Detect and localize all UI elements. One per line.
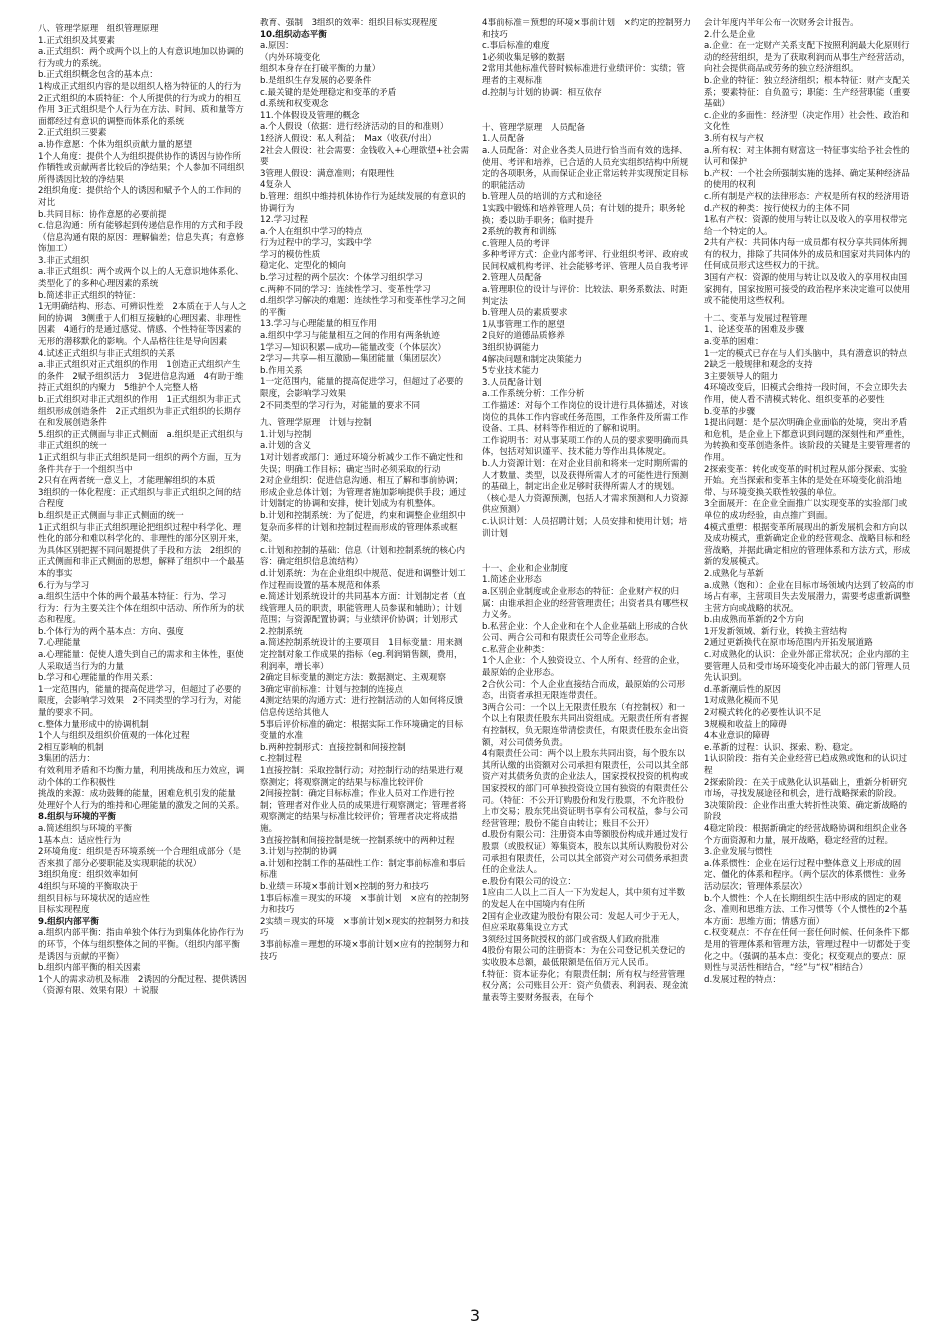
text-line: b.简述非正式组织的特征： [38, 290, 141, 301]
text-line: a.变革的困难： [704, 337, 764, 348]
text-line: 2学习—共享—相互激励—集团能量（集团层次） [260, 354, 446, 365]
text-line: 十、管理学原理 人员配备 [482, 122, 586, 133]
text-line: 1正式组织与非正式组织理论把组织过程中科学化、理性化的部分和难以科学化的、非理性的部分区别开来，为具体区别把握不同问题提供了手段和方法 2组织的正式侧面和非正式侧面的思想，解释了组织中一个最基本的事实 [38, 522, 245, 579]
text-line: a.简述组织与环境的平衡 [38, 823, 132, 834]
text-line: a.非正式组织：两个或两个以上的人无意识地体系化、类型化了的多种心理因素的系统 [38, 267, 244, 290]
text-line: 处理好个人行为的维持和心理能量的激发之间的关系。 [38, 800, 245, 811]
text-line: a.非正式组织对正式组织的作用 1创造正式组织产生的条件 2赋予组织活力 3促进信息沟通 4有助于维持正式组织的内聚力 5维护个人完整人格 [38, 360, 244, 394]
text-line: 3主要领导人的阻力 [704, 371, 779, 382]
text-line: b.正式组织对非正式组织的作用 1正式组织为非正式组织形成创造条件 2正式组织为非正式组织的长期存在和发展创造条件 [38, 395, 242, 429]
text-line: b.组织是正式侧面与非正式侧面的统一 [38, 510, 184, 521]
text-line: 1.人员配备 [482, 134, 525, 145]
text-line: 1无明确结构、形态、可辨识性差 2本质在于人与人之间的协调 3侧重于人们相互接触的心理因素、非理性因素 4通行的是通过感觉、情感、个性特征等因素的无形的潜移默化的影响。个人品格往往是导向因素 [38, 302, 247, 348]
text-line: 2国有企业改建为股份有限公司：发起人可少于无人，但应采取募集设立方式 [482, 911, 686, 934]
text-line: 6.行为与学习 [38, 580, 90, 591]
text-line: a.简述控制系统设计的主要项目 1目标变量：用来测定控制对象工作成果的指标（eg.利润销售额，费用，利润率，增长率） [260, 638, 463, 672]
text-line: 1一定范围内，能量的提高促进学习，但超过了必要的限度，会影响学习效果 [260, 377, 464, 399]
text-line: 9.组织内部平衡 [38, 916, 99, 927]
text-line: b.计划和控制系统：为了促进，约束和调整企业组织中复杂而多样的计划和控制过程而形成的管理体系或框架。 [260, 510, 466, 545]
text-line: a.个人假设（依据：进行经济活动的目的和准则） [260, 122, 449, 133]
text-line: c.整体力量形成中的协调机制 [38, 719, 149, 730]
text-line: a.体系惯性：企业在运行过程中整体意义上形成的固定、僵化的体系和程序。（两个层次的体系惯性：业务活动层次；管理体系层次） [704, 858, 906, 892]
text-line: 2缺乏一般规律和观念的支持 [704, 360, 813, 371]
text-line: b.管理人员的素质要求 [482, 308, 568, 319]
text-column-3 [482, 18, 692, 1298]
text-line: 1对成熟化模而不见 [704, 696, 779, 707]
text-line: 4.试述正式组织与非正式组织的关系 [38, 348, 176, 359]
text-line: 1必须收集足够的数据 [482, 52, 565, 63]
text-line: b.个体行为的两个基本点：方向、强度 [38, 626, 184, 637]
text-line: a.计划的含义 [260, 441, 311, 452]
text-line: 3两合公司：一个以上无限责任股东（有控制权）和一个以上有限责任股东共同出资组成。无限责任所有者握有控制权，负无限连带清偿责任，有限责任股东金出资额，对公司债务负责。 [482, 702, 689, 748]
text-line: b.是组织生存发展的必要条件 [260, 75, 372, 86]
text-line: 八、管理学原理 组织管理原理 [38, 24, 159, 34]
text-line: d.革新潮后性的原因 [704, 684, 781, 695]
text-line: d.计划系统：为在企业组织中规范、促进和调整计划工作过程而设置的基本规范和体系 [260, 568, 466, 591]
text-line: 1私有产权：资源的使用与转让以及收入的享用权带完给一个特定的人。 [704, 215, 908, 237]
text-line: c.私营企业种类： [482, 644, 550, 655]
text-line: c.权变观点：不存在任何一套任何时候、任何条件下都是用的管理体系和管理方法，管理过程中一切都处于变化之中。（强调的基本点：变化；权变观点的要点：原则性与灵活性相结合，“经”与“权”相结合） [704, 928, 911, 974]
text-line: 12.学习过程 [260, 215, 309, 226]
text-line: 1.计划与控制 [260, 429, 312, 440]
text-line: 8.组织与环境的平衡 [38, 812, 116, 823]
text-line: 学习的模仿性质 [260, 249, 321, 260]
text-line: e.简述计划系统设计的共同基本方面：计划制定者（直线管理人员的职责，职能管理人员参谋和辅助）；计划范围；与资源配置协调；与业绩评价协调；计划形式 [260, 592, 466, 626]
text-line: 2.控制系统 [260, 626, 303, 637]
text-line: 2.管理人员配备 [482, 273, 542, 284]
text-line: 2系统的教育和训练 [482, 227, 557, 238]
text-line: 1个人企业：个人独资设立、个人所有、经营的企业，最原始的企业形态。 [482, 656, 686, 679]
text-line: b.管理：组织中维持机体协作行为延续发展的有意识的协调行为 [260, 191, 466, 214]
text-line: 2实绩＝现实的环境 ×事前计划×现实的控制努力和技巧 [260, 916, 469, 939]
text-line: 2共有产权：共同体内每一成员都有权分享共同体所拥有的权力，排除了共同体外的成员和国家对共同体内的任何成员形式这些权力的干扰。 [704, 238, 911, 272]
text-line: 4本业意识的障碍 [704, 731, 770, 742]
text-line: d.股份有限公司：注册资本由等额股份构成并通过发行股票（或股权证）筹集资本，股东以其所认购股份对公司承担有限责任，公司以其全部资产对公司债务承担责任的企业法人。 [482, 830, 689, 876]
text-line: 2常用其他标准代替时候标准进行业绩评价：实绩；管理者的主观标准 [482, 64, 686, 86]
text-line: c.认识计划：人员招聘计划；人员安排和使用计划；培训计划 [482, 516, 688, 539]
text-line: 3集团的活力： [38, 754, 96, 765]
text-line: 2探索阶段：在关于成熟化认识基础上，重新分析研究市场，寻找发展途径和机会，进行战略探索的阶段。 [704, 777, 908, 800]
text-line: 1、论述变革的困难及步骤 [704, 325, 804, 336]
text-line: a.组织中学习与能量相互之间的作用有两条轨迹 [260, 331, 440, 342]
text-line: b.业绩＝环境×事前计划×控制的努力和技巧 [260, 881, 429, 892]
text-line: 2环境角度：组织是否环境系统一个合理组成部分（是否來损了部分必要职能及实现职能的状况） [38, 847, 242, 869]
text-line: a.所有权：对主体拥有财富这一特征事实给予社会性的认可和保护 [704, 145, 910, 168]
text-line: b.学习过程的两个层次：个体学习组织学习 [260, 273, 423, 284]
text-line: 3.计划与控制的协调 [260, 847, 337, 858]
text-line: 2对企业组织：促进信息沟通、相互了解和事前协调；形成企业总体计划；为管理者施加影响提供手段；通过计划制定的协调和安排，使计划成为有机整体。 [260, 476, 467, 510]
text-line: 3规模和收益上的障碍 [704, 719, 787, 730]
text-line: b.由成熟而革新的2个方向 [704, 615, 804, 626]
text-line: 挑战的来源：成功鼓舞的能量，困难危机引发的能量 [38, 789, 236, 800]
text-line: 4解决问题和制定决策能力 [482, 354, 582, 365]
text-line: 2组织角度：提供给个人的诱因和赋予个人的工作间的对比 [38, 186, 242, 208]
text-line: 1个人的需求动机及标准 2诱因的分配过程、提供诱因（资源有限、效果有限）＋说服 [38, 974, 247, 997]
text-column-4 [704, 18, 914, 1298]
text-line: 有效利用矛盾和不均衡力量，利用挑战和压力效应，调动个体的工作积极性 [38, 766, 245, 788]
text-line: 1直接控制：采取控制行动；对控制行动的结果进行观察测定；将观察测定的结果与标准比较评价 [260, 766, 464, 788]
text-line: 4模式重塑：根据变革所展现出的新发展机会和方向以及成功模式，重新确定企业的经营观念、战略目标和经营战略，并据此确定相应的管理体系和方法方式，形成新的发展模式。 [704, 522, 911, 568]
text-line: a.组织生活中个体的两个最基本特征：行为、学习 [38, 592, 227, 603]
text-line: 1经济人假设：私人利益； Max（收获/付出） [260, 133, 437, 144]
text-line: b.两种控制形式：直接控制和间接控制 [260, 742, 406, 753]
text-line: 3.所有权与产权 [704, 133, 764, 144]
text-line: d.组织学习解决的难题：连续性学习和变革性学习之间的平衡 [260, 296, 466, 318]
text-line: 1个人角度：提供个人为组织提供协作的诱因与协作所作牺牲或贡献两者比较后的净结果；个人参加不同组织所得诱因比较的净结果 [38, 151, 245, 185]
text-line: c.控制过程 [260, 754, 302, 765]
text-line: 2间接控制：确定目标标准；作业人员对工作进行控制；管理者对作业人员的成果进行观察测定；管理者将观察测定的结果与标准比较评价；管理者决定将成措施。 [260, 789, 467, 834]
text-line: 行为过程中的学习，实践中学 [260, 238, 372, 249]
text-line [482, 105, 692, 117]
text-line: a.人员配备：对企业各类人员进行恰当而有效的选择、使用、考评和培养，已合适的人员充实组织结构中所规定的各项职务，从而保证企业正常运转并实现预定目标的职能活动 [482, 145, 689, 191]
text-line: 1应由二人以上二百人一下为发起人，其中须有过半数的发起人在中国境内有住所 [482, 888, 686, 910]
text-line: d.系统和权变观念 [260, 99, 329, 110]
text-line: 目标实现程度 [38, 905, 90, 916]
text-line: 3组织协调能力 [482, 343, 540, 354]
text-line: 2确定目标变量的测定方法：数据测定、主观观察 [260, 673, 446, 684]
text-line: 1对计划者或部门：通过环境分析减少工作不确定性和失误；明确工作目标；确定当时必须采取的行动 [260, 452, 464, 475]
text-line: d.控制与计划的协调：相互依存 [482, 87, 602, 98]
page-number: 3 [469, 1306, 481, 1325]
text-line: b.个人惯性：个人在长期组织生活中形成的固定的观念、准则和思维方法、工作习惯等（个人惯性的2个基本方面：思维方面；情感方面） [704, 893, 908, 927]
text-line: 1.简述企业形态 [482, 575, 542, 586]
text-line: c.事后标准的难度 [482, 41, 550, 52]
text-line: 十一、企业和企业制度 [482, 563, 568, 574]
text-line: 行为：行为主要关注个体在组织中活动、所作所为的状态和程度。 [38, 603, 245, 626]
text-line: c.所有制是产权的法律形态：产权是所有权的经济用语 [704, 191, 910, 202]
text-line: c.对成熟化的认识：企业外部正常状况；企业内部的主要管理人员和受市场环境变化冲击最大的部门管理人员先认识到。 [704, 650, 911, 684]
text-line: c.最关键的是处理稳定和变革的矛盾 [260, 87, 397, 98]
text-line: 1构成正式组织内容的是以组织人格为特征的人的行为 2正式组织的本质特征：个人所提供的行为或力的相互作用 3正式组织是个人行为在方法、时间、质和量等方面都经过有意识的调整而体系化的系统 [38, 81, 244, 127]
text-line: 十二、变革与发展过程管理 [704, 313, 808, 324]
text-line: b.组织内部平衡的相关因素 [38, 963, 141, 974]
text-line: 多种考评方式：企业内部考评、行业组织考评、政府或民间权威机构考评、社会能够考评、管理人员自我考评 [482, 250, 689, 272]
text-line [482, 546, 692, 558]
text-line: 1实践中锻炼和培养管理人员；有计划的提升；职务轮换；委以助手职务；临时提升 [482, 203, 686, 226]
text-line: 5事后评价标准的确定：根据实际工作环境确定的目标变量的水准 [260, 719, 464, 742]
text-line: c.企业的多面性：经济型（决定作用）社会性、政治和文化性 [704, 110, 910, 133]
text-line: 1开发新领域、新行业，转换主营结构 [704, 626, 847, 637]
text-line: a.原因： [260, 41, 294, 52]
text-line: 4事前标准＝预想的环境×事前计划 ×约定的控制努力和技巧 [482, 18, 691, 40]
text-line: 4组织与环境的平衡取决于 [38, 881, 138, 892]
text-line: 3全面展开：在企业全面推广以实现变革的实验部门或单位的成功经验，由点推广到面。 [704, 499, 908, 521]
text-line: 4稳定阶段：根据新确定的经营战略协调和组织企业各个方面资源和力量，展开战略，稳定经营的过程。 [704, 823, 908, 846]
text-line: 11.个体假设及管理的概念 [260, 110, 360, 121]
text-line: 3.人员配备计划 [482, 377, 542, 388]
text-line: 2良好的道德品质修养 [482, 331, 565, 342]
text-line: 会计年度内半年公布一次财务会计报告。 [704, 18, 859, 28]
text-line: a.企业：在一定财产关系支配下按照利润最大化原则行动的经营组织，是为了获取利润而从事生产经营活动，向社会提供商品或劳务的独立经济组织。 [704, 41, 911, 75]
text-line: 3须经过国务院授权的部门或省级人们政府批准 [482, 934, 660, 945]
document-page [38, 18, 918, 1298]
text-line: 2社会人假设：社会需要：金钱收入+心理欲望+社会需要 [260, 145, 469, 168]
text-line: b.共同目标：协作意愿的必要前提 [38, 209, 167, 220]
text-line: 3.非正式组织 [38, 255, 90, 266]
text-line: d.发展过程的特点： [704, 974, 781, 985]
text-line: 4测定结果的沟通方式：进行控制活动的人如何将反馈信息传送给其他人 [260, 696, 464, 719]
text-line: 1个人与组织及组织价值观的一体化过程 [38, 731, 190, 742]
text-line: b.人力资源计划：在对企业目前和将来一定时期所需的人才数量、类型，以及获得所需人才的可能性进行预测的基础上，制定出企业足够时获得所需人才的规划。（核心是人力资源预测，包括人才需求预测和人力资源供应预测） [482, 458, 689, 516]
text-line: a.计划和控制工作的基础性工作：制定事前标准和事后标准 [260, 858, 466, 881]
text-line: b.正式组织概念包含的基本点： [38, 70, 158, 81]
text-line: 3国有产权：资源的使用与转让以及收入的享用权由国家拥有，国家按照可接受的政治程序来决定谁可以使用或不能使用这些权利。 [704, 273, 911, 307]
text-line: 1从事管理工作的愿望 [482, 319, 565, 330]
text-line: 1提出问题：是个层次明确企业面临的处境，突出矛盾和危机，是企业上下都意识到问题的深刻性和严重性，为转换和变革创造条件。该阶段的关键是主要管理者的作用。 [704, 418, 911, 463]
text-line: 3决策阶段：企业作出重大转折性决策、确定新战略的阶段 [704, 800, 908, 823]
text-line: e.股份有限公司的设立： [482, 876, 576, 887]
text-line: 组织目标与环境状况的适应性 [38, 893, 150, 904]
text-line: c.两种不同的学习：连续性学习、变革性学习 [260, 284, 431, 295]
text-line: 7.心理能量 [38, 638, 81, 649]
text-line: c.管理人员的考评 [482, 238, 550, 249]
text-line: 5.组织的正式侧面与非正式侧面 a.组织是正式组织与非正式组织的统一 [38, 429, 244, 452]
text-line: 3管理人假设：满意准则；有限理性 [260, 168, 395, 179]
text-line: a.管理职位的设计与评价：比较法、职务系数法、时距判定法 [482, 285, 688, 307]
text-line: d.产权的种类：按行使权力的主体不同 [704, 203, 850, 214]
text-line: b.私营企业：个人企业和在个人企业基础上形成的合伙公司、两合公司和有限责任公司等企业形态。 [482, 621, 688, 644]
text-line: 1基本点：适应性行为 [38, 835, 121, 846]
text-line: 1一定范围内，能量的提高促进学习，但超过了必要的限度，会影响学习效果 2不同类型的学习行为，对能量的要求不同。 [38, 684, 242, 719]
text-line: c.计划和控制的基础：信息（计划和控制系统的核心内容：确定组织信息流结构） [260, 545, 466, 568]
text-line: 稳定化、定型化的倾向 [260, 261, 346, 272]
text-line: 3组织的一体化程度：正式组织与非正式组织之间的结合程度 [38, 487, 242, 510]
text-line: a.组织内部平衡：指由单独个体行为到集体化协作行为的环节，个体与组织整体之间的平衡。（组织内部平衡是诱因与贡献的平衡） [38, 928, 244, 962]
text-line: 3.企业发展与惯性 [704, 847, 773, 858]
text-column-1 [38, 18, 248, 1298]
text-line: 2对模式转化的必要性认识不足 [704, 708, 822, 719]
text-line: 4复杂人 [260, 180, 292, 191]
text-line: b.管理人员的培训的方式和途径 [482, 192, 602, 203]
text-line: 2.什么是企业 [704, 29, 756, 40]
text-line: 4股份有限公司的注册资本：为在公司登记机关登记的实收股本总额，最低限额是伍佰万元人民币。 [482, 946, 686, 968]
text-line: a.个人在组织中学习的特点 [260, 226, 363, 237]
text-line: 4环境改变后，旧模式会维持一段时间，不会立即失去作用，使人看不清模式转化、组织变革的必要性 [704, 383, 908, 405]
text-line: 工作说明书：对从事某项工作的人员的要求要明确而具体，包括对知识谨平、技术能力等作出具体规定。 [482, 435, 689, 458]
text-line: 3直接控制和间接控制是统一控制系统中的两种过程 [260, 835, 455, 846]
text-line: 2合伙公司：个人企业直接结合而成，最原始的公司形态，出资者承担无限连带责任。 [482, 679, 686, 702]
text-line: b.产权：一个社会所强制实施的选择、确定某种经济品的使用的权利 [704, 168, 910, 191]
text-line: e.革新的过程：认识、探索、粉、稳定。 [704, 742, 859, 753]
text-line: 2.成熟化与革新 [704, 568, 764, 579]
text-line: 教育、强制 3组织的效率：组织目标实现程度 [260, 18, 438, 28]
text-line: （内外环境变化 [260, 52, 321, 63]
text-line: 3确定审前标准：计划与控制的连接点 [260, 684, 403, 695]
text-line: 2只有在两者统一意义上，才能理解组织的本质 [38, 476, 216, 487]
text-line: b.企业的特征：独立经济组织；根本特征：财产支配关系；要素特征：自负盈亏；职能：生产经营职能（重要基础） [704, 75, 911, 110]
text-line: f.特征：资本证券化；有限责任制；所有权与经营管理权分离；公司账目公开：资产负债表、利润表、现金流量表等主要财务报表，在每个 [482, 969, 689, 1003]
text-line: 2不同类型的学习行为，对能量的要求不同 [260, 400, 421, 411]
text-column-2 [260, 18, 470, 1298]
text-line: b.学习和心理能量的作用关系： [38, 673, 158, 684]
text-line: a.正式组织：两个或两个以上的人有意识地加以协调的行为或力的系统。 [38, 47, 244, 69]
text-line: 组织本身存在打破平衡的力量） [260, 64, 381, 75]
text-line: a.协作意愿：个体为组织贡献力量的愿望 [38, 139, 193, 150]
text-line: 2相互影响的机制 [38, 742, 104, 753]
text-line: 3组织角度：组织效率如何 [38, 870, 138, 881]
text-line: a.区别企业制度或企业形态的特征：企业财产权的归属：由谁承担企业的经营管理责任；出资者具有哪些权力义务。 [482, 586, 689, 621]
text-line: 4有限责任公司：两个以上股东共同出资，每个股东以其所认缴的出资额对公司承担有限责任，公司以其全部资产对其债务负责的企业法人，国家授权投资的机构或国家授权的部门可单独投资设立国有独资的有限责任公司。（特征：不公开订购股份和发行股票，不允许股份上市交易；股东凭出资证明书享有公司权益，参与公司经营管理；股份不能自由转让；账目不公开） [482, 749, 689, 829]
text-line: 2通过更新换代在原市场范围内开拓发展道路 [704, 638, 873, 649]
text-line: 1学习—知识积累—成功—能量改变（个体层次） [260, 342, 446, 353]
text-line: 1事后标准＝现实的环境 ×事前计划 ×应有的控制努力和技巧 [260, 893, 469, 916]
text-line: 3事前标准＝理想的环境×事前计划×应有的控制努力和技巧 [260, 939, 469, 962]
text-line: 工作描述：对每个工作岗位的设计进行具体描述，对该岗位的具体工作内容或任务范围，工作条件及所需工作设备、工具、材料等作相近的了解和说明。 [482, 401, 689, 435]
text-line: a.心理能量：促使人遗失到自己的需求和主体性，驱使人采取适当行为的力量 [38, 650, 244, 672]
text-line: 九、管理学原理 计划与控制 [260, 418, 372, 429]
text-line: 2.正式组织三要素 [38, 128, 107, 139]
text-line: 1一定的模式已存在与人们头脑中，具有潜意识的特点 [704, 348, 908, 359]
text-line: 1认识阶段：指有关企业经营已趋成熟或饱和的认识过程 [704, 754, 908, 776]
text-line: 2探索变革：转化或变革的时机过程从部分探索、实验开始。充当探索和变革主体的是处在环境变化前沿地带、与环境变换关联性较强的单位。 [704, 464, 908, 498]
text-line: 1.正式组织及其要素 [38, 35, 115, 46]
text-line: a.成熟（饱和）：企业在目标市场领域内达到了较高的市场占有率，主营项目失去发展潜力，需要考虑重新调整主营方向或战略的状况。 [704, 580, 914, 614]
text-line: 13.学习与心理能量的相互作用 [260, 319, 377, 330]
text-line: 10.组织动态平衡 [260, 29, 327, 40]
text-line: b.作用关系 [260, 365, 303, 376]
text-line: c.信息沟通：所有能够起到传递信息作用的方式和手段（信息沟通有限的原因：理解偏差；信息失真；有意修饰加工） [38, 221, 245, 255]
text-line: 5专业技术能力 [482, 366, 540, 377]
text-line: 1正式组织与非正式组织是同一组织的两个方面，互为条件共存于一个组织当中 [38, 452, 242, 475]
text-line: b.变革的步骤 [704, 406, 756, 417]
text-line: a.工作系统分析：工作分析 [482, 389, 585, 400]
